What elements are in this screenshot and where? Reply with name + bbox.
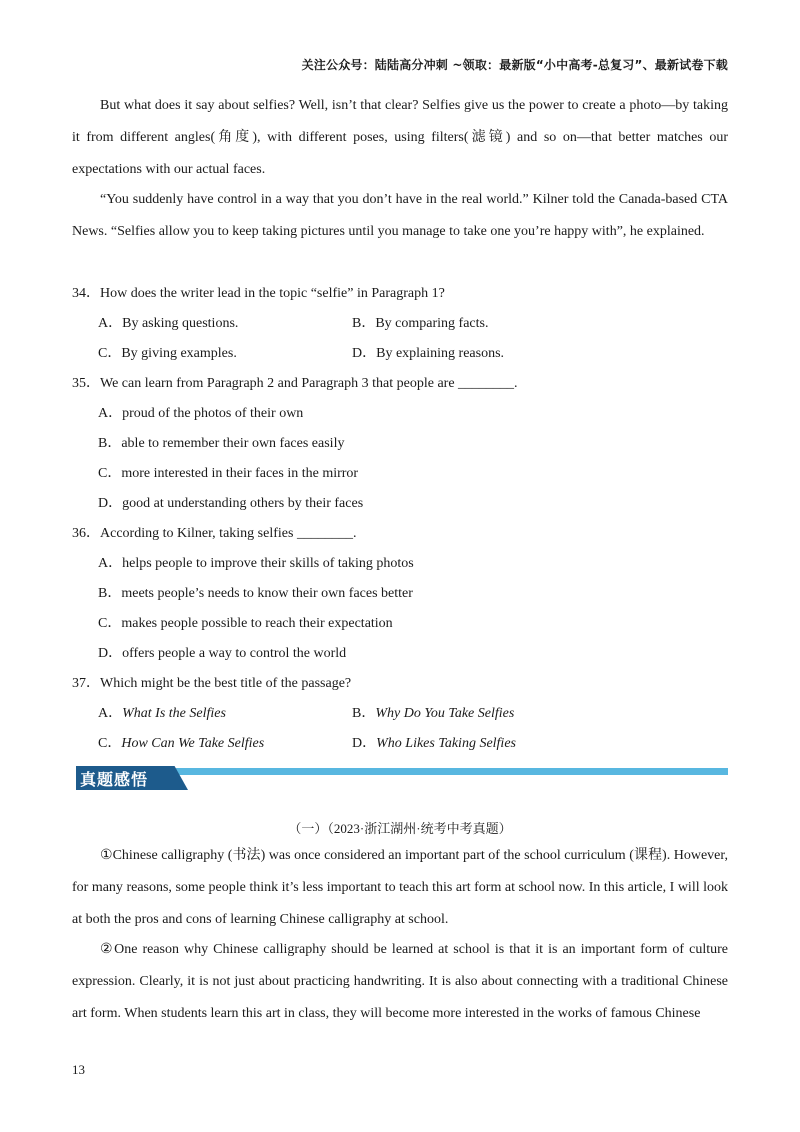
question-35: 35．We can learn from Paragraph 2 and Paragraph 3 that people are ________. [72,376,518,391]
passage-paragraph-2: ②One reason why Chinese calligraphy should be learned at school is that it is an important form of culture expression. Clearly, it is not just about practicing handwriting. It is also about connecting with a traditional Chinese art form. When students learn this art in class, they will become more interested in the works of famous Chinese [72,942,728,1021]
question-34: 34．How does the writer lead in the topic “selfie” in Paragraph 1? [72,286,445,301]
q36-option-b: B．meets people’s needs to know their own faces better [98,586,413,601]
paragraph-selfie-power: But what does it say about selfies? Well, isn’t that clear? Selfies give us the power to create a photo—by taking it from different angles(角度), with different poses, using filters(滤镜) and so on—that better matches our expectations with our actual faces. [72,98,728,177]
banner-stripe [176,768,728,775]
question-36: 36．According to Kilner, taking selfies ________. [72,526,357,541]
q34-option-a: A．By asking questions. [98,316,239,331]
section-title: （一）（2023·浙江湖州·统考中考真题） [288,821,512,836]
q35-option-c: C．more interested in their faces in the mirror [98,466,359,481]
paragraph-kilner-quote: “You suddenly have control in a way that you don’t have in the real world.” Kilner told the Canada-based CTA News. “Selfies allow you to keep taking pictures until you manage to take one you’re happy with”, he explained. [72,192,728,239]
section-banner [76,766,728,790]
q35-option-a: A．proud of the photos of their own [98,406,304,421]
q35-option-d: D．good at understanding others by their faces [98,496,364,511]
q37-option-b: B．Why Do You Take Selfies [352,706,515,721]
q37-option-a: A．What Is the Selfies [98,706,226,721]
q36-option-a: A．helps people to improve their skills of taking photos [98,556,414,571]
q34-option-d: D．By explaining reasons. [352,346,505,361]
q34-option-c: C．By giving examples. [98,346,237,361]
question-37: 37．Which might be the best title of the passage? [72,676,352,691]
q36-option-c: C．makes people possible to reach their expectation [98,616,393,631]
q35-option-b: B．able to remember their own faces easily [98,436,345,451]
page-number: 13 [72,1062,85,1077]
banner-label: 真题感悟 [80,770,149,789]
page-header: 关注公众号：陆陆高分冲刺 ~领取：最新版“小中高考-总复习”、最新试卷下载 [301,58,728,72]
q37-option-c: C．How Can We Take Selfies [98,736,265,751]
q36-option-d: D．offers people a way to control the world [98,646,347,661]
passage-paragraph-1: ①Chinese calligraphy (书法) was once considered an important part of the school curriculum (课程). However, for many reasons, some people think it’s less important to teach this art form at school now. In this article, I will look at both the pros and cons of learning Chinese calligraphy at school. [72,848,728,927]
q34-option-b: B．By comparing facts. [352,316,489,331]
q37-option-d: D．Who Likes Taking Selfies [352,736,516,751]
